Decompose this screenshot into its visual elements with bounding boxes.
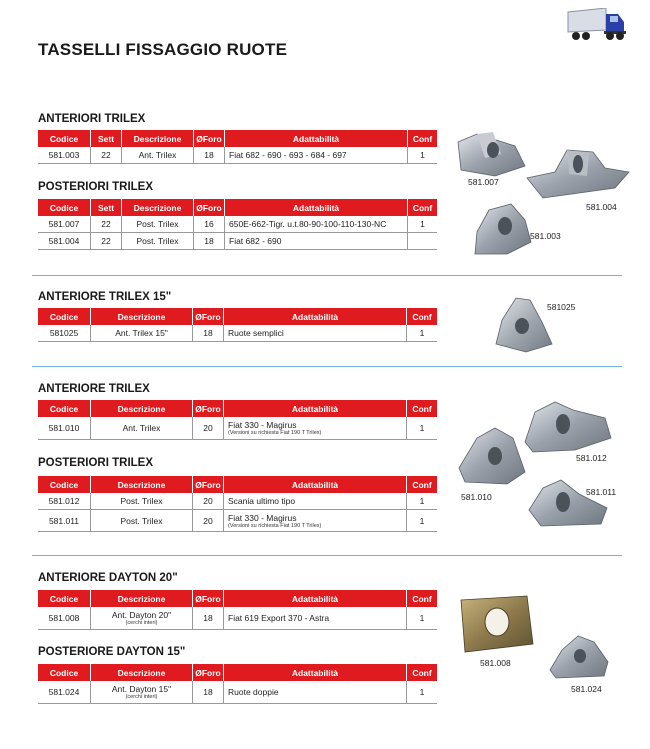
- cell-conf: [408, 233, 438, 250]
- cell-descrizione: Ant. Trilex 15": [91, 325, 193, 342]
- cell-adattabilita: Scania ultimo tipo: [224, 493, 407, 510]
- table-header: [38, 308, 437, 325]
- cell-codice: 581025: [38, 325, 91, 342]
- table-anteriore-trilex: [38, 400, 437, 440]
- section-title-anteriore-trilex-15: ANTERIORE TRILEX 15": [38, 291, 172, 303]
- col-conf: Conf: [408, 199, 438, 216]
- section-divider: [32, 555, 622, 556]
- photo-label-581024: 581.024: [571, 684, 602, 694]
- cell-adattabilita: 650E-662-Tigr. u.t.80-90-100-110-130-NC: [225, 216, 408, 233]
- col-codice: Codice: [38, 130, 91, 147]
- col-conf: Conf: [408, 130, 438, 147]
- section-title-anteriori-trilex: ANTERIORI TRILEX: [38, 113, 146, 125]
- col-descrizione: Descrizione: [122, 199, 194, 216]
- cell-adattabilita: Fiat 682 - 690: [225, 233, 408, 250]
- product-photos-group-1: [455, 128, 635, 268]
- table-row: [38, 216, 437, 233]
- photo-label-581011: 581.011: [586, 487, 617, 497]
- descrizione-note: (cerchi interi): [125, 619, 158, 626]
- photo-label-581012: 581.012: [576, 453, 607, 463]
- adattabilita-note: (Versioni su richiesta Fiat 190 T Trilex): [228, 522, 322, 529]
- photo-label-581025: 581025: [547, 302, 576, 312]
- truck-logo-icon: [566, 8, 628, 42]
- table-row: [38, 681, 437, 703]
- cell-codice: 581.010: [38, 417, 91, 439]
- table-header: [38, 130, 437, 147]
- col-foro: ØForo: [193, 476, 224, 493]
- photo-label-581007: 581.007: [468, 177, 499, 187]
- table-header: [38, 664, 437, 681]
- cell-descrizione: Ant. Trilex: [91, 417, 193, 439]
- col-descrizione: Descrizione: [122, 130, 194, 147]
- cell-conf: 1: [407, 325, 438, 342]
- cell-codice: 581.003: [38, 147, 91, 164]
- cell-sett: 22: [91, 216, 122, 233]
- table-header: [38, 400, 437, 417]
- part-581012-image: [525, 402, 611, 452]
- table-row: [38, 607, 437, 629]
- descrizione-text: Ant. Dayton 15": [111, 683, 172, 694]
- table-posteriori-trilex-2: [38, 476, 437, 532]
- part-581010-image: [459, 428, 525, 484]
- table-row: [38, 417, 437, 439]
- table-posteriore-dayton-15: [38, 664, 437, 704]
- section-title-posteriori-trilex: POSTERIORI TRILEX: [38, 181, 154, 193]
- col-sett: Sett: [91, 130, 122, 147]
- col-conf: Conf: [407, 476, 438, 493]
- cell-conf: 1: [407, 493, 438, 510]
- col-adattabilita: Adattabilità: [224, 476, 407, 493]
- section-divider: [32, 275, 622, 276]
- cell-foro: 18: [194, 233, 225, 250]
- cell-foro: 20: [193, 510, 224, 532]
- cell-foro: 18: [194, 147, 225, 164]
- col-codice: Codice: [38, 590, 91, 607]
- part-581007-image: [458, 132, 525, 176]
- col-adattabilita: Adattabilità: [225, 130, 408, 147]
- col-conf: Conf: [407, 308, 438, 325]
- cell-descrizione: [91, 681, 193, 703]
- col-foro: ØForo: [193, 400, 224, 417]
- table-row: [38, 493, 437, 510]
- cell-adattabilita: [224, 510, 407, 532]
- cell-codice: 581.012: [38, 493, 91, 510]
- col-foro: ØForo: [193, 590, 224, 607]
- table-row: [38, 510, 437, 532]
- cell-conf: 1: [408, 216, 438, 233]
- cell-sett: 22: [91, 147, 122, 164]
- table-header: [38, 590, 437, 607]
- cell-conf: 1: [407, 681, 438, 703]
- col-descrizione: Descrizione: [91, 476, 193, 493]
- col-foro: ØForo: [193, 308, 224, 325]
- col-conf: Conf: [407, 400, 438, 417]
- cell-foro: 18: [193, 325, 224, 342]
- cell-descrizione: Post. Trilex: [91, 510, 193, 532]
- cell-codice: 581.024: [38, 681, 91, 703]
- col-adattabilita: Adattabilità: [224, 590, 407, 607]
- table-anteriore-dayton-20: [38, 590, 437, 630]
- col-descrizione: Descrizione: [91, 590, 193, 607]
- section-divider: [32, 366, 622, 367]
- cell-codice: 581.004: [38, 233, 91, 250]
- cell-adattabilita: [224, 417, 407, 439]
- cell-foro: 18: [193, 681, 224, 703]
- col-foro: ØForo: [194, 199, 225, 216]
- cell-descrizione: Ant. Trilex: [122, 147, 194, 164]
- cell-foro: 20: [193, 493, 224, 510]
- cell-conf: 1: [408, 147, 438, 164]
- part-581024-image: [548, 630, 610, 682]
- part-581003-image: [475, 204, 531, 254]
- col-descrizione: Descrizione: [91, 308, 193, 325]
- cell-descrizione: Post. Trilex: [122, 216, 194, 233]
- col-descrizione: Descrizione: [91, 400, 193, 417]
- page-title: TASSELLI FISSAGGIO RUOTE: [38, 40, 288, 59]
- photo-label-581004: 581.004: [586, 202, 617, 212]
- cell-adattabilita: Fiat 619 Export 370 - Astra: [224, 607, 407, 629]
- col-sett: Sett: [91, 199, 122, 216]
- product-photos-group-2: [455, 398, 635, 533]
- col-adattabilita: Adattabilità: [224, 664, 407, 681]
- col-codice: Codice: [38, 476, 91, 493]
- table-row: [38, 325, 437, 342]
- table-header: [38, 476, 437, 493]
- cell-adattabilita: Ruote doppie: [224, 681, 407, 703]
- col-codice: Codice: [38, 199, 91, 216]
- table-row: [38, 147, 437, 164]
- section-title-anteriore-dayton-20: ANTERIORE DAYTON 20": [38, 572, 178, 584]
- cell-conf: 1: [407, 510, 438, 532]
- col-codice: Codice: [38, 400, 91, 417]
- table-anteriori-trilex: [38, 130, 437, 164]
- table-posteriori-trilex: [38, 199, 437, 250]
- col-codice: Codice: [38, 308, 91, 325]
- col-conf: Conf: [407, 590, 438, 607]
- cell-adattabilita: Ruote semplici: [224, 325, 407, 342]
- cell-descrizione: Post. Trilex: [122, 233, 194, 250]
- section-title-anteriore-trilex: ANTERIORE TRILEX: [38, 383, 150, 395]
- cell-foro: 20: [193, 417, 224, 439]
- cell-conf: 1: [407, 417, 438, 439]
- cell-foro: 16: [194, 216, 225, 233]
- cell-adattabilita: Fiat 682 - 690 - 693 - 684 - 697: [225, 147, 408, 164]
- col-adattabilita: Adattabilità: [224, 400, 407, 417]
- adattabilita-text: Fiat 330 - Magirus: [228, 512, 297, 523]
- cell-descrizione: [91, 607, 193, 629]
- cell-conf: 1: [407, 607, 438, 629]
- col-descrizione: Descrizione: [91, 664, 193, 681]
- cell-codice: 581.007: [38, 216, 91, 233]
- adattabilita-note: (Versioni su richiesta Fiat 190 T Trilex): [228, 429, 322, 436]
- photo-label-581003: 581.003: [530, 231, 561, 241]
- col-adattabilita: Adattabilità: [225, 199, 408, 216]
- descrizione-note: (cerchi interi): [125, 693, 158, 700]
- table-header: [38, 199, 437, 216]
- descrizione-text: Ant. Dayton 20": [111, 609, 172, 620]
- cell-foro: 18: [193, 607, 224, 629]
- cell-sett: 22: [91, 233, 122, 250]
- col-conf: Conf: [407, 664, 438, 681]
- col-codice: Codice: [38, 664, 91, 681]
- section-title-posteriore-dayton-15: POSTERIORE DAYTON 15": [38, 646, 186, 658]
- cell-descrizione: Post. Trilex: [91, 493, 193, 510]
- table-anteriore-trilex-15: [38, 308, 437, 342]
- table-row: [38, 233, 437, 250]
- section-title-posteriori-trilex-2: POSTERIORI TRILEX: [38, 457, 154, 469]
- cell-codice: 581.008: [38, 607, 91, 629]
- col-adattabilita: Adattabilità: [224, 308, 407, 325]
- col-foro: ØForo: [194, 130, 225, 147]
- adattabilita-text: Fiat 330 - Magirus: [228, 419, 297, 430]
- col-foro: ØForo: [193, 664, 224, 681]
- cell-codice: 581.011: [38, 510, 91, 532]
- part-581004-image: [527, 150, 629, 198]
- photo-label-581010: 581.010: [461, 492, 492, 502]
- photo-label-581008: 581.008: [480, 658, 511, 668]
- part-581008-image: [457, 592, 537, 656]
